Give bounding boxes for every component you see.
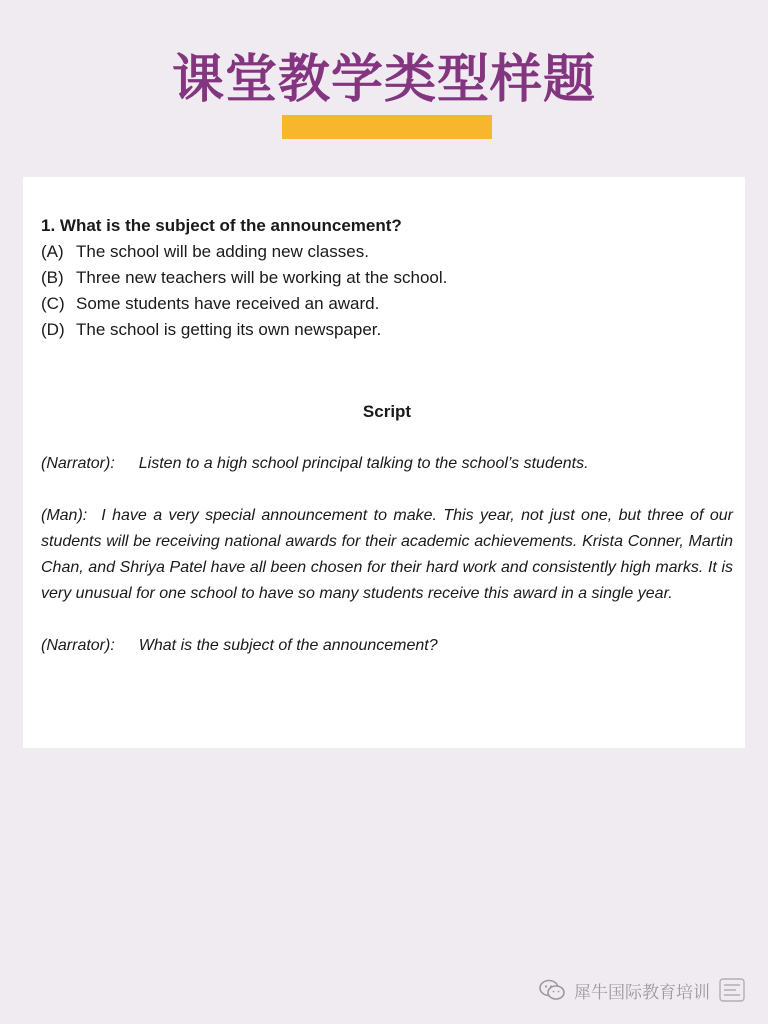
option-text: Some students have received an award. — [76, 294, 380, 313]
question-text: 1. What is the subject of the announcement? — [41, 216, 402, 235]
option-c — [41, 291, 733, 317]
script-line-man — [41, 503, 733, 607]
watermark — [538, 976, 746, 1004]
option-letter: (A) — [41, 242, 64, 261]
option-letter: (D) — [41, 320, 65, 339]
script-heading: Script — [362, 402, 412, 421]
brand-stamp-icon — [718, 976, 746, 1004]
option-letter: (C) — [41, 294, 65, 313]
option-text: Three new teachers will be working at the school. — [76, 268, 448, 287]
script-text: I have a very special announcement to make. This year, not just one, but three of our students will be receiving national awards for their academic achievements. Krista Conner, Martin Chan, and Shriya Patel have all been chosen for their hard work and consistently high marks. It is very unusual for one school to have so many students receive this award in a single year. — [41, 507, 733, 602]
page-title: 课堂教学类型样题 — [171, 50, 596, 110]
option-letter: (B) — [41, 268, 64, 287]
question-card — [23, 177, 745, 748]
wechat-logo-icon — [538, 979, 566, 1001]
option-text: The school will be adding new classes. — [76, 242, 369, 261]
script-line-narrator-intro — [41, 451, 733, 477]
option-d — [41, 317, 733, 343]
option-b — [41, 265, 733, 291]
script-line-narrator-question — [41, 633, 733, 659]
speaker-label: (Narrator): — [41, 455, 115, 472]
script-text: What is the subject of the announcement? — [138, 637, 438, 654]
option-a — [41, 239, 733, 265]
watermark-text: 犀牛国际教育培训 — [574, 982, 710, 1003]
title-underline-bar — [282, 115, 492, 139]
speaker-label: (Narrator): — [41, 637, 115, 654]
speaker-label: (Man): — [41, 507, 88, 524]
option-text: The school is getting its own newspaper. — [76, 320, 382, 339]
card-content — [41, 213, 733, 659]
script-text: Listen to a high school principal talking to the school’s students. — [138, 455, 589, 472]
